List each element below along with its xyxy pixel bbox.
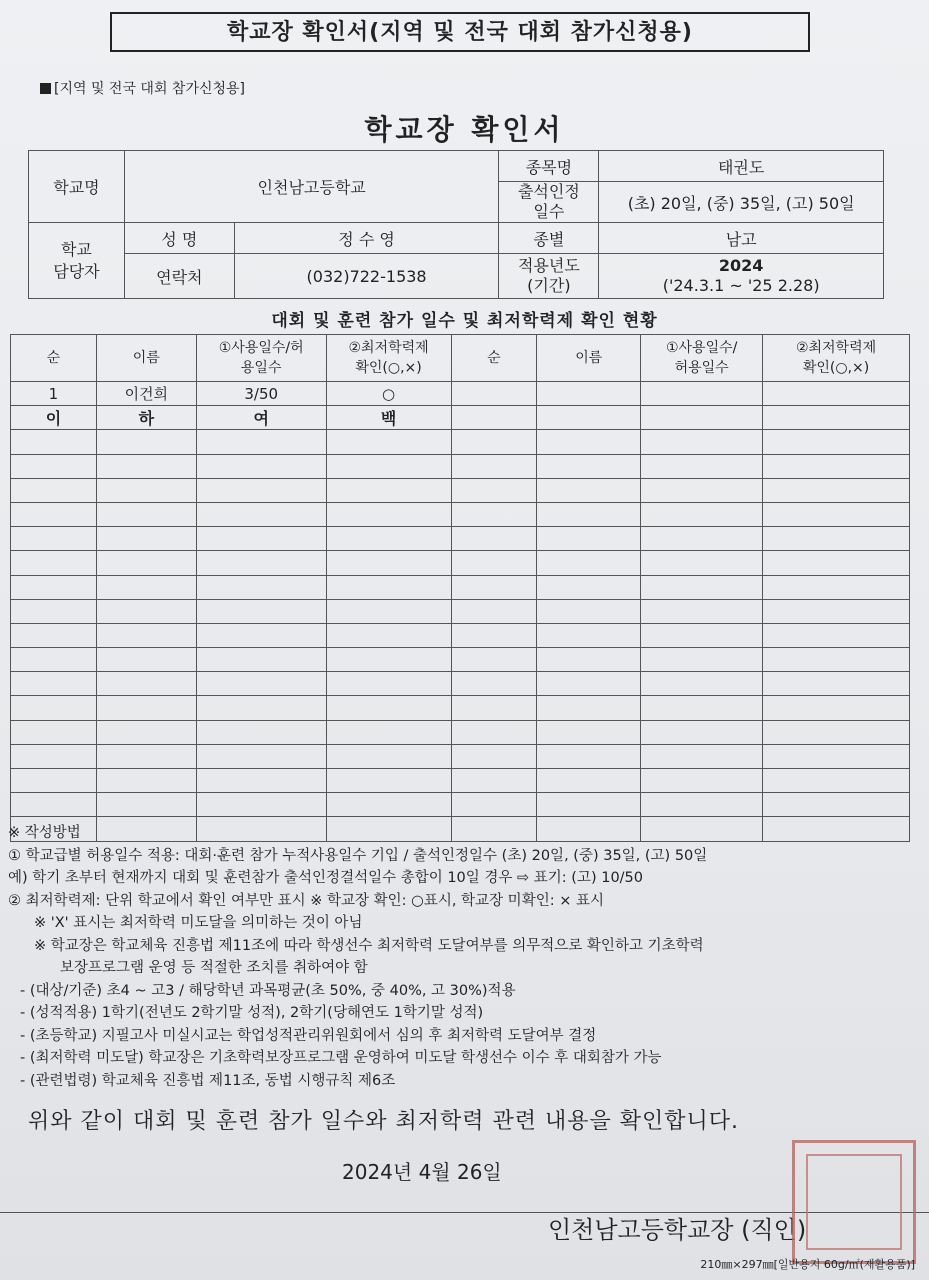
table-row — [11, 648, 910, 672]
table-row: 1 이건희 3/50 ○ — [11, 382, 910, 406]
school-value: 인천남고등학교 — [124, 151, 499, 223]
table-row — [11, 502, 910, 526]
year-cell — [599, 254, 884, 299]
issue-date: 2024년 4월 26일 — [342, 1160, 502, 1184]
official-seal-icon — [792, 1140, 916, 1264]
note-line: - (대상/기준) 초4 ~ 고3 / 해당학년 과목평균(초 50%, 중 40%, 고 30%)적용 — [20, 982, 516, 999]
signer: 인천남고등학교장 (직인) — [548, 1216, 807, 1244]
attendance-value: (초) 20일, (중) 35일, (고) 50일 — [599, 182, 884, 223]
table-row — [11, 551, 910, 575]
box-title: 학교장 확인서(지역 및 전국 대회 참가신청용) — [110, 12, 810, 52]
note-line: - (최저학력 미도달) 학교장은 기초학력보장프로그램 운영하여 미도달 학생선수 이수 후 대회참가 가능 — [20, 1050, 662, 1066]
info-table — [28, 150, 884, 299]
category-value: 남고 — [599, 223, 884, 254]
square-bullet-icon — [40, 83, 51, 94]
table-row — [11, 696, 910, 720]
category-label: 종별 — [499, 223, 599, 254]
table-row — [11, 430, 910, 454]
header-min-2: ②최저학력제 확인(○,×) — [763, 335, 910, 382]
header-name-2: 이름 — [537, 335, 641, 382]
period-value: ('24.3.1 ~ '25 2.28) — [662, 276, 820, 295]
table-row — [11, 720, 910, 744]
table-row — [11, 793, 910, 817]
manager-label: 학교 담당자 — [29, 223, 125, 299]
table-row — [11, 672, 910, 696]
note-line: - (초등학교) 지필고사 미실시교는 학업성적관리위원회에서 심의 후 최저학력 도달여부 결정 — [20, 1027, 597, 1044]
section-title: 대회 및 훈련 참가 일수 및 최저학력제 확인 현황 — [271, 311, 658, 331]
subheading: [지역 및 전국 대회 참가신청용] — [40, 78, 245, 98]
header-no-1: 순 — [11, 335, 97, 382]
table-row — [11, 623, 910, 647]
note-line: - (관련법령) 학교체육 진흥법 제11조, 동법 시행규칙 제6조 — [20, 1072, 396, 1089]
header-days-1: ①사용일수/허 용일수 — [196, 335, 326, 382]
name-value: 정 수 영 — [234, 223, 499, 254]
header-days-2: ①사용일수/ 허용일수 — [641, 335, 763, 382]
table-row — [11, 575, 910, 599]
note-line: 예) 학기 초부터 현재까지 대회 및 훈련참가 출석인정결석일수 총합이 10일 경우 ⇨ 표기: (고) 10/50 — [8, 870, 644, 886]
sport-label: 종목명 — [499, 151, 599, 182]
name-label: 성 명 — [124, 223, 234, 254]
table-row — [11, 527, 910, 551]
document-title: 학교장 확인서 — [364, 113, 565, 146]
note-line: - (성적적용) 1학기(전년도 2학기말 성적), 2학기(당해연도 1학기말 성적) — [20, 1005, 484, 1021]
paper-spec-footer: 210㎜×297㎜[일반용지 60g/㎡(재활용품)] — [700, 1258, 915, 1271]
table-header-row — [11, 335, 910, 382]
year-value: 2024 — [718, 256, 764, 275]
table-row — [11, 769, 910, 793]
contact-value: (032)722-1538 — [234, 254, 499, 299]
confirmation-text: 위와 같이 대회 및 훈련 참가 일수와 최저학력 관련 내용을 확인합니다. — [28, 1109, 739, 1134]
contact-label: 연락처 — [124, 254, 234, 299]
school-label: 학교명 — [29, 151, 125, 223]
table-row — [11, 478, 910, 502]
note-line: ① 학교급별 허용일수 적용: 대회·훈련 참가 누적사용일수 기입 / 출석인정일수 (초) 20일, (중) 35일, (고) 50일 — [8, 847, 708, 864]
header-no-2: 순 — [451, 335, 537, 382]
instructions-head: ※ 작성방법 — [8, 825, 81, 841]
note-line: 보장프로그램 운영 등 적절한 조치를 취하여야 함 — [60, 960, 368, 976]
note-line: ② 최저학력제: 단위 학교에서 확인 여부만 표시 ※ 학교장 확인: ○표시, 학교장 미확인: × 표시 — [8, 892, 604, 909]
table-row — [11, 454, 910, 478]
year-label: 적용년도 (기간) — [499, 254, 599, 299]
note-line: ※ 'X' 표시는 최저학력 미도달을 의미하는 것이 아님 — [34, 915, 363, 931]
participation-table — [10, 334, 910, 842]
sport-value: 태권도 — [599, 151, 884, 182]
instructions — [8, 822, 920, 1092]
table-row — [11, 744, 910, 768]
empty-rows — [11, 430, 910, 841]
attendance-label: 출석인정 일수 — [499, 182, 599, 223]
note-line: ※ 학교장은 학교체육 진흥법 제11조에 따라 학생선수 최저학력 도달여부를 의무적으로 확인하고 기초학력 — [34, 937, 704, 954]
header-name-1: 이름 — [96, 335, 196, 382]
table-row — [11, 599, 910, 623]
header-min-1: ②최저학력제 확인(○,×) — [326, 335, 451, 382]
table-row: 이 하 여 백 — [11, 406, 910, 430]
